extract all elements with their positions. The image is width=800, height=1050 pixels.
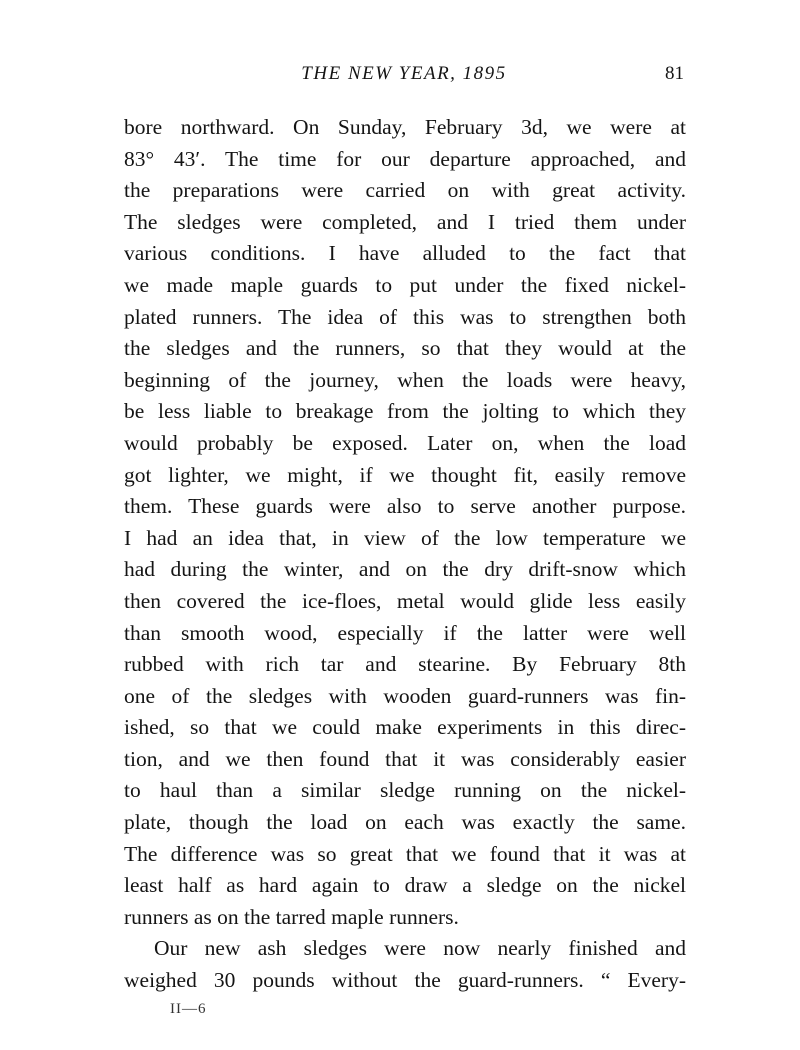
text-line: ished, so that we could make experiments in this direc-: [124, 715, 686, 740]
text-line: then covered the ice-floes, metal would glide less easily: [124, 588, 686, 613]
text-line: had during the winter, and on the dry drift-snow which: [124, 557, 686, 582]
text-line: The sledges were completed, and I tried them under: [124, 209, 686, 234]
text-line: we made maple guards to put under the fixed nickel-: [124, 272, 686, 297]
text-line: the preparations were carried on with great activity.: [124, 178, 686, 203]
text-line: would probably be exposed. Later on, when the load: [124, 430, 686, 455]
text-line: got lighter, we might, if we thought fit, easily remove: [124, 462, 686, 487]
body-text: [124, 112, 686, 997]
text-line: runners as on the tarred maple runners.: [124, 904, 459, 929]
text-line: The difference was so great that we found that it was at: [124, 841, 686, 866]
text-line: tion, and we then found that it was considerably easier: [124, 746, 686, 771]
text-line: rubbed with rich tar and stearine. By February 8th: [124, 652, 686, 677]
paragraph: [124, 112, 686, 933]
text-line: one of the sledges with wooden guard-runners was fin-: [124, 683, 686, 708]
paragraph: [124, 933, 686, 996]
text-line: weighed 30 pounds without the guard-runners. “ Every-: [124, 968, 686, 993]
text-line: plated runners. The idea of this was to strengthen both: [124, 304, 686, 329]
text-line: bore northward. On Sunday, February 3d, we were at: [124, 115, 686, 139]
running-title: THE NEW YEAR, 1895: [301, 63, 507, 84]
text-line: least half as hard again to draw a sledge on the nickel: [124, 873, 686, 898]
text-line: plate, though the load on each was exactly the same.: [124, 810, 686, 835]
text-line: the sledges and the runners, so that they would at the: [124, 336, 686, 361]
text-line: them. These guards were also to serve another purpose.: [124, 494, 686, 519]
text-line: 83° 43′. The time for our departure approached, and: [124, 146, 686, 171]
text-line: to haul than a similar sledge running on the nickel-: [124, 778, 686, 803]
text-line: I had an idea that, in view of the low temperature we: [124, 525, 686, 550]
text-line: be less liable to breakage from the jolting to which they: [124, 399, 686, 424]
running-head: [124, 61, 684, 87]
text-line: beginning of the journey, when the loads were heavy,: [124, 367, 686, 392]
page-number: 81: [665, 63, 684, 84]
text-line: than smooth wood, especially if the latter were well: [124, 620, 686, 645]
signature-mark: II—6: [170, 1001, 207, 1013]
text-line: various conditions. I have alluded to the fact that: [124, 241, 686, 266]
text-line: Our new ash sledges were now nearly finished and: [154, 936, 686, 961]
